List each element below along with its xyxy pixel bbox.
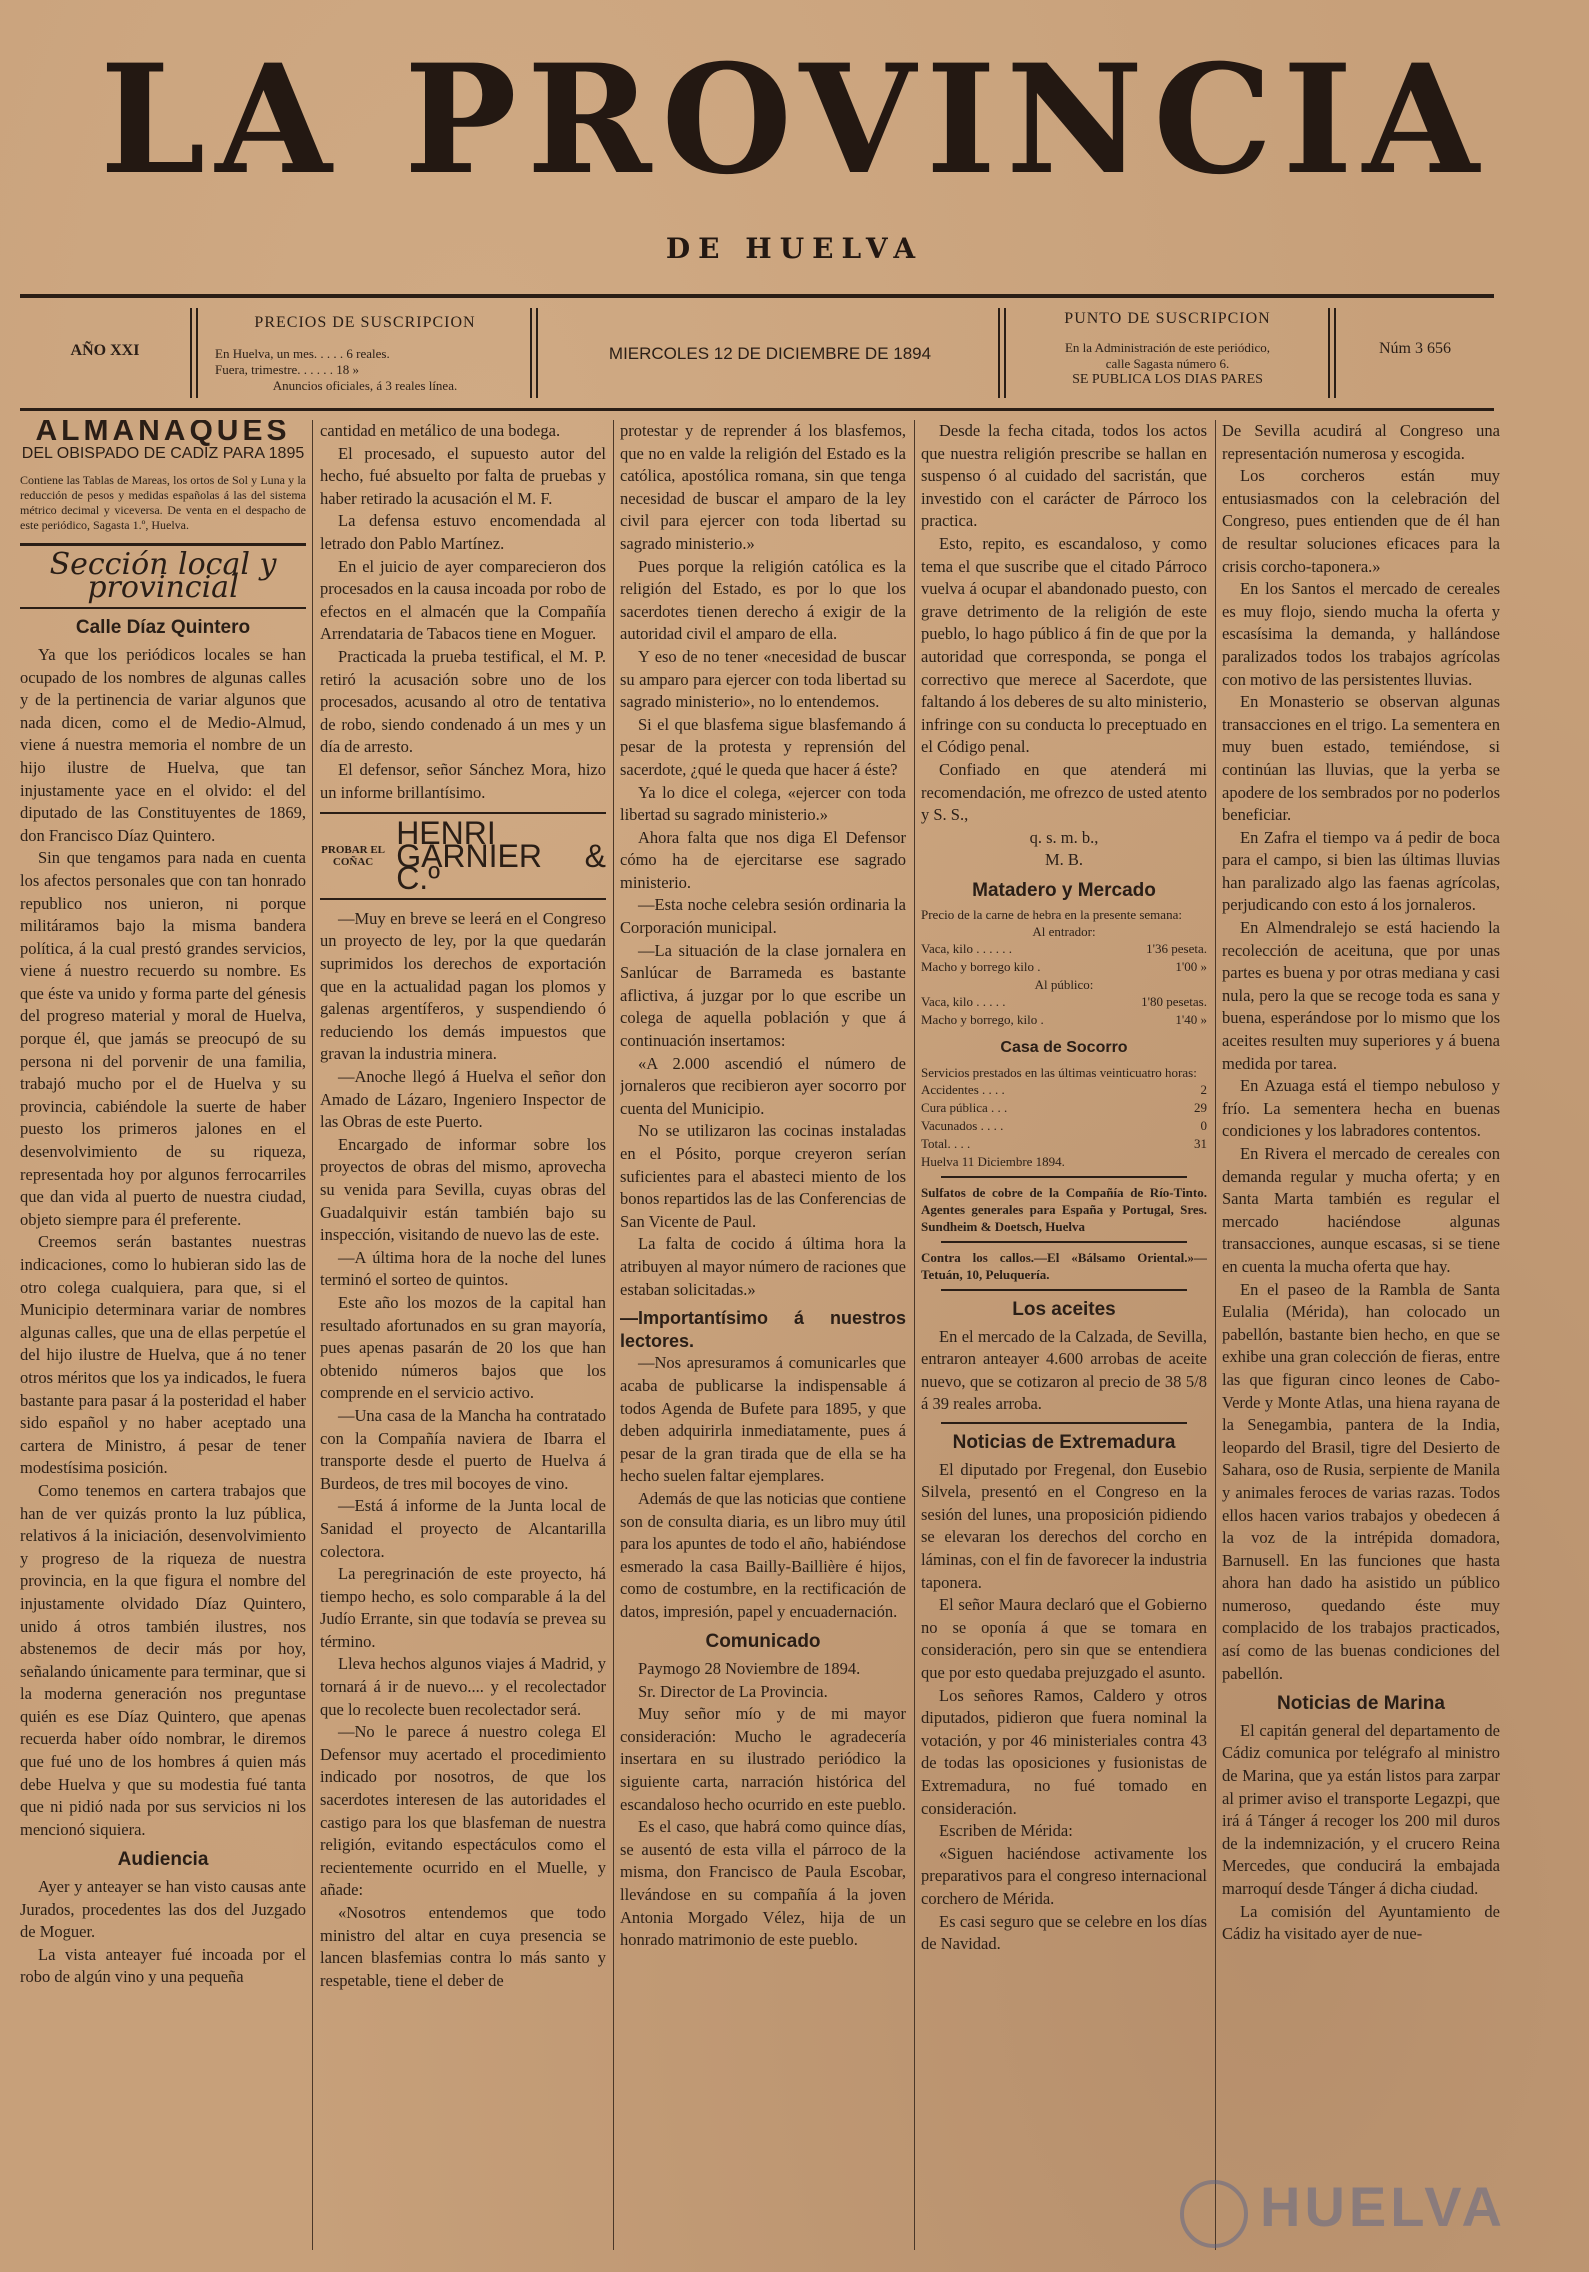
market-row <box>921 993 1207 1011</box>
letter-signature: M. B. <box>1044 850 1084 870</box>
advertisement: Sulfatos de cobre de la Compañía de Río-Tinto. Agentes generales para España y Portugal, Sres. Sundheim & Doetsch, Huelva <box>921 1185 1207 1235</box>
paragraph: En Almendralejo se está haciendo la recolección de aceituna, que por unas partes es buena y por otras mediana y casi nula, pero la que se recoge toda es sana y buena, esperándose por lo mismo que los aceites resulten muy superiores y á buena medida por tarea. <box>1222 918 1500 1073</box>
paragraph: Es casi seguro que se celebre en los días de Navidad. <box>921 1911 1207 1954</box>
year-label: AÑO XXI <box>70 342 140 359</box>
paragraph: El procesado, el supuesto autor del hecho, fué absuelto por falta de pruebas y haber retirado la acusación el M. F. <box>320 443 606 508</box>
subscription-line: En la Administración de este periódico, <box>1064 340 1271 355</box>
header-rule-top <box>20 294 1494 298</box>
paragraph: En Azuaga está el tiempo nebuloso y frío. La sementera hecha en buenas condiciones y los labradores contentos. <box>1222 1076 1500 1141</box>
info-divider <box>998 308 1000 398</box>
issue-date: MIERCOLES 12 DE DICIEMBRE DE 1894 <box>608 344 932 363</box>
paragraph: En el mercado de la Calzada, de Sevilla, entraron anteayer 4.600 arrobas de aceite nuevo, que se cotizaron al precio de 38 5/8 á 39 reales arroba. <box>921 1326 1207 1414</box>
paragraph: De Sevilla acudirá al Congreso una representación numerosa y escogida. <box>1222 421 1500 463</box>
market-row-label: Macho y borrego, kilo . <box>921 1012 1044 1028</box>
paragraph: —No le parece á nuestro colega El Defensor muy acertado el procedimiento indicado por nosotros, de que los sacerdotes interesen de las autoridades el castigo para los que blasfeman de nuestra religión, evitando espectáculos como el recientemente ocurrido en el Muelle, y añade: <box>320 1722 606 1900</box>
prices-box <box>205 302 525 404</box>
market-row-value: 1'36 peseta. <box>1146 941 1207 957</box>
paragraph: El defensor, señor Sánchez Mora, hizo un informe brillantísimo. <box>320 759 606 802</box>
paragraph: Ya que los periódicos locales se han ocupado de los nombres de algunas calles y de la pertinencia de variar algunos que nada dicen, como el de Medio-Almud, viene á nuestra memoria el nombre de un hijo ilustre de Huelva, que tan injustamente yace en el olvido: el del diputado de las Constituyentes de 1869, don Francisco Díaz Quintero. <box>20 644 306 845</box>
paragraph: En Rivera el mercado de cereales con demanda regular y mucha oferta; y en Santa Marta también es regular el mercado haciéndose algunas transacciones, aunque escasas, si se tiene en cuenta la mucha oferta que hay. <box>1222 1144 1500 1276</box>
socorro-date: Huelva 11 Diciembre 1894. <box>921 1154 1065 1170</box>
paragraph: Además de que las noticias que contiene son de consulta diaria, es un libro muy útil para los apuntes de todo el año, habiéndose esmerado la casa Bailly-Baillière é hijos, como de costumbre, en la rectificación de datos, impresión, papel y encuadernación. <box>620 1488 906 1621</box>
paragraph: Sr. Director de La Provincia. <box>638 1681 828 1701</box>
paragraph: Lleva hechos algunos viajes á Madrid, y tornará á ir de nuevo.... y el recolectador que lo recolecte buen recolectador será. <box>320 1654 606 1719</box>
paragraph: Muy señor mío y de mi mayor consideración: Mucho le agradecería insertara en su ilustrado periódico la siguiente carta, narración histórica del escandaloso hecho ocurrido en este pueblo. <box>620 1704 906 1814</box>
market-row-label: Vaca, kilo . . . . . <box>921 994 1006 1010</box>
socorro-total-label: Total. . . . <box>921 1136 971 1152</box>
paragraph: Paymogo 28 Noviembre de 1894. <box>638 1659 861 1679</box>
socorro-row-value: 29 <box>1194 1100 1207 1116</box>
headline: Noticias de Extremadura <box>952 1432 1176 1454</box>
paragraph: No se utilizaron las cocinas instaladas en el Pósito, porque creyeron serían suficientes para el abasteci miento de los bonos repartidos las de las Conferencias de San Vicente de Paul. <box>620 1121 906 1231</box>
prices-line: Fuera, trimestre. . . . . . 18 » <box>215 362 360 377</box>
issue-number: Núm 3 656 <box>1379 340 1451 357</box>
socorro-row-label: Accidentes . . . . <box>921 1082 1005 1098</box>
column-separator <box>914 420 915 2250</box>
paragraph: —Una casa de la Mancha ha contratado con la Compañía naviera de Ibarra el transporte desde el puerto de Huelva á Burdeos, de tres mil bocoyes de vino. <box>320 1405 606 1493</box>
market-subhead: Al entrador: <box>1032 924 1096 940</box>
divider <box>941 1289 1187 1291</box>
info-divider <box>190 308 192 398</box>
paragraph: Y eso de no tener «necesidad de buscar su amparo para ejercer con toda libertad su sagrado ministerio», no lo entendemos. <box>620 646 906 712</box>
paragraph: —Muy en breve se leerá en el Congreso un proyecto de ley, por la que quedarán suprimidos los derechos de exportación que en la actualidad pagan los plomos y galenas argentíferos, y suspendiendo ó reduciendo los demás impuestos que gravan la industria minera. <box>320 908 606 1064</box>
paragraph: La peregrinación de este proyecto, há tiempo hecho, es solo comparable á la del Judío Errante, sin que todavía se prevea su término. <box>320 1564 606 1651</box>
info-divider <box>1328 308 1330 398</box>
paragraph: El capitán general del departamento de Cádiz comunica por telégrafo al ministro de Marina, que ya están listos para zarpar al primer aviso el transporte Legazpi, que irá á Tánger á recoger los 200 mil duros de la indemnización, y el crucero Reina Mercedes, que conducirá la embajada marroquí desde Tánger á dicha ciudad. <box>1222 1720 1500 1898</box>
paragraph: Desde la fecha citada, todos los actos que nuestra religión prescribe se hallan en suspenso ó al cuidado del sacristán, que investido con el carácter de Párroco los practica. <box>921 421 1207 531</box>
headline: Calle Díaz Quintero <box>75 617 251 639</box>
socorro-intro: Servicios prestados en las últimas veinticuatro horas: <box>921 1065 1197 1081</box>
market-row-label: Macho y borrego kilo . <box>921 959 1041 975</box>
prices-title: PRECIOS DE SUSCRIPCION <box>254 314 476 331</box>
almanaques-body: Contiene las Tablas de Mareas, los ortos de Sol y Luna y la reducción de pesos y medidas españolas á las del sistema métrico decimal y viceversa. De venta en el despacho de este periódico, Sagasta 1.º, Huelva. <box>20 473 306 533</box>
subscription-box <box>1010 302 1325 404</box>
archive-watermark <box>1180 2170 1520 2250</box>
paragraph: Ahora falta que nos diga El Defensor cómo ha de ejercitarse ese sagrado ministerio. <box>620 827 906 892</box>
market-intro: Precio de la carne de hebra en la presente semana: <box>921 907 1182 923</box>
info-divider <box>1334 308 1336 398</box>
paragraph: —Anoche llegó á Huelva el señor don Amado de Lázaro, Ingeniero Inspector de las Obras de este Puerto. <box>320 1067 606 1132</box>
paragraph: «Siguen haciéndose activamente los preparativos para el congreso internacional corchero de Mérida. <box>921 1843 1207 1908</box>
prices-line: En Huelva, un mes. . . . . 6 reales. <box>215 346 390 361</box>
column-3 <box>620 420 906 2250</box>
divider <box>941 1422 1187 1424</box>
headline: Matadero y Mercado <box>972 879 1156 901</box>
column-separator <box>312 420 313 2250</box>
market-row <box>921 1011 1207 1029</box>
socorro-row-value: 2 <box>1200 1082 1207 1098</box>
paragraph: Como tenemos en cartera trabajos que han de ver quizás pronto la luz pública, relativos á la iniciación, desenvolvimiento y progreso de la riqueza de nuestra provincia, en la que figura el nombre del injustamente olvidado Díaz Quintero, unido á otros también ilustres, nos abstenemos de decir más por hoy, señalando únicamente para terminar, que si la moderna generación nos preguntase quién es ese Díaz Quintero, que apenas recuerda haber oído nombrar, le diremos que fué uno de los hombres á quien más debe Huelva y que su modestia fué tanta que ni pidió nada por sus servicios ni los mencionó siquiera. <box>20 1480 306 1839</box>
garnier-small-text: PROBAR EL COÑAC <box>321 843 386 868</box>
seal-icon <box>1180 2180 1248 2248</box>
info-divider <box>1004 308 1006 398</box>
paragraph: Ayer y anteayer se han visto causas ante Jurados, procedentes las dos del Juzgado de Moguer. <box>20 1877 306 1942</box>
masthead-subtitle: DE HUELVA <box>665 232 924 265</box>
divider <box>941 1241 1187 1243</box>
socorro-row-label: Cura pública . . . <box>921 1100 1008 1116</box>
paragraph: La defensa estuvo encomendada al letrado don Pablo Martínez. <box>320 511 606 553</box>
prices-line: Anuncios oficiales, á 3 reales línea. <box>272 378 458 393</box>
paragraph: Practicada la prueba testifical, el M. P. retiró la acusación sobre uno de los procesados, acusando al otro de tentativa de robo, siendo condenado á un mes y un día de arresto. <box>320 646 606 757</box>
market-row-value: 1'40 » <box>1175 1012 1207 1028</box>
market-subhead: Al público: <box>1034 977 1094 993</box>
paragraph: En los Santos el mercado de cereales es muy flojo, siendo mucha la oferta y escasísima la demanda, y hallándose paralizados todos los trabajos agrícolas con motivo de las persistentes lluvias. <box>1222 579 1500 689</box>
info-divider <box>196 308 198 398</box>
socorro-row-label: Vacunados . . . . <box>921 1118 1004 1134</box>
column-4 <box>921 420 1207 2250</box>
headline: Los aceites <box>1012 1299 1116 1321</box>
paragraph: —La situación de la clase jornalera en Sanlúcar de Barrameda es bastante aflictiva, á juzgar por lo que escribe un colega de aquella población y que á continuación insertamos: <box>620 940 906 1051</box>
paragraph: En Monasterio se observan algunas transacciones en el trigo. La sementera en muy buen estado, temiéndose, si continúan las lluvias, que la yerba se apodere de los sembrados por no poderlos beneficiar. <box>1222 692 1500 825</box>
paragraph: El señor Maura declaró que el Gobierno no se oponía á que se tomara en consideración, pero sin que se entendiera que por esto quedaba prejuzgado el asunto. <box>921 1595 1207 1682</box>
socorro-row-value: 0 <box>1200 1118 1207 1134</box>
paragraph: Pues porque la religión católica es la religión del Estado, es por lo que los sacerdotes tienen derecho á exigir de la autoridad civil el amparo de ella. <box>620 556 906 644</box>
paragraph: «Nosotros entendemos que todo ministro del altar en cuya presencia se lancen blasfemias contra lo más santo y respetable, tiene el deber de <box>320 1903 606 1990</box>
paragraph: Escriben de Mérida: <box>939 1821 1073 1841</box>
socorro-total-row <box>921 1135 1207 1153</box>
highlight-headline: —Importantísimo á nuestros lectores. <box>620 1308 906 1351</box>
paragraph: cantidad en metálico de una bodega. <box>320 421 561 440</box>
paragraph: En el paseo de la Rambla de Santa Eulalia (Mérida), han colocado un pabellón, bastante bien hecho, en que se exhibe una gran colección de fieras, entre las que figuran cinco leones de Cabo-Verde y Monte Atlas, una hiena rayana de la Senegambia, pantera de la India, leopardo del Brasil, tigre del Desierto de Sahara, oso de Rusia, serpiente de Manila y animales feroces de varias razas. Todos ellos hacen varios trabajos y obedecen á la voz de la intrépida domadora, Barnusell. En las funciones que hasta ahora han dado ha asistido un público numeroso, quedando éste muy complacido de los trabajos practicados, así como de las buenas condiciones del pabellón. <box>1222 1279 1500 1683</box>
column-separator <box>613 420 614 2250</box>
column-separator <box>1215 420 1216 2250</box>
socorro-total-value: 31 <box>1194 1136 1207 1152</box>
market-row <box>921 958 1207 976</box>
paragraph: Los señores Ramos, Caldero y otros diputados, pidieron que fuera nominal la votación, y por 46 ministeriales contra 43 de todas las oposiciones y fusionistas de Extremadura, no fué tomado en consideración. <box>921 1685 1207 1818</box>
market-row-value: 1'00 » <box>1175 959 1207 975</box>
almanaques-subtitle: DEL OBISPADO DE CADIZ PARA 1895 <box>21 444 305 462</box>
paragraph: —A última hora de la noche del lunes terminó el sorteo de quintos. <box>320 1247 606 1290</box>
headline: Audiencia <box>117 1849 209 1871</box>
headline: Casa de Socorro <box>1000 1039 1128 1057</box>
paragraph: «A 2.000 ascendió el número de jornaleros que recibieron ayer socorro por cuenta del Municipio. <box>620 1053 906 1118</box>
paragraph: Este año los mozos de la capital han resultado afortunados en su gran mayoría, pues apenas pasarán de 20 los que han obtenido números bajos que los comprende en el servicio activo. <box>320 1292 606 1403</box>
market-row <box>921 940 1207 958</box>
paragraph: La comisión del Ayuntamiento de Cádiz ha visitado ayer de nue- <box>1222 1901 1500 1944</box>
subscription-line: SE PUBLICA LOS DIAS PARES <box>1072 372 1263 387</box>
column-5 <box>1222 420 1500 2250</box>
paragraph: El diputado por Fregenal, don Eusebio Silvela, presentó en el Congreso en la sesión del lunes, una proposición pidiendo se elevaran los derechos del corcho en láminas, con el fin de favorecer la industria taponera. <box>921 1459 1207 1592</box>
section-title: Sección local y provincial <box>20 543 306 609</box>
paragraph: —Nos apresuramos á comunicarles que acaba de publicarse la indispensable á todos Agenda de Bufete para 1895, y que deben adquirirla inmediatamente, pues á pesar de la gran tirada que de ella se ha hecho suelen faltar ejemplares. <box>620 1353 906 1486</box>
paragraph: En Zafra el tiempo va á pedir de boca para el campo, si bien las últimas lluvias han paralizado algo las faenas agrícolas, perjudicando con esto á los jornaleros. <box>1222 827 1500 915</box>
paragraph: Confiado en que atenderá mi recomendación, me ofrezco de usted atento y S. S., <box>921 759 1207 825</box>
paragraph: Esto, repito, es escandaloso, y como tema el que suscribe que el citado Párroco vuelva á ocupar el abandonado puesto, con grave detrimento de la religión de este pueblo, lo hago público á fin de que por la autoridad que corresponda, se ponga el correctivo que merece al Sacerdote, que faltando á los deberes de su alto ministerio, infringe con su conducta lo preceptuado en el Código penal. <box>921 533 1207 757</box>
column-2 <box>320 420 606 2250</box>
paragraph: La falta de cocido á última hora la atribuyen al mayor número de raciones que estaban solicitadas.» <box>620 1234 906 1299</box>
paragraph: Sin que tengamos para nada en cuenta los afectos personales que con tan honrado republico nos unieron, ni porque militáramos bajo la misma bandera política, á la cual prestó grandes servicios, viene á nuestro recuerdo su nombre. Es que éste va unido y forma parte del génesis del progreso material y moral de Huelva, porque él, que jamás se preocupó de su persona ni del porvenir de una familia, trabajó mucho por el de Huelva y su provincia, cabiéndole la suerte de haber puesto los primeros jalones en el desenvolvimiento de su riqueza, representada hoy por algunos ferrocarriles que dan vida al puerto de nuestra ciudad, objeto siempre para él preferente. <box>20 848 306 1229</box>
almanaques-title: ALMANAQUES <box>35 420 291 447</box>
watermark-text: HUELVA <box>1260 2175 1506 2238</box>
subscription-line: calle Sagasta número 6. <box>1105 356 1230 371</box>
paragraph: protestar y de reprender á los blasfemos, que no en valde la religión del Estado es la católica, apostólica romana, sin que tenga necesidad de buscar el amparo de la ley civil para ejercer con toda libertad su sagrado ministerio.» <box>620 421 906 553</box>
masthead-title: LA PROVINCIA <box>99 32 1490 208</box>
info-divider <box>530 308 532 398</box>
socorro-row <box>921 1117 1207 1135</box>
paragraph: —Está á informe de la Junta local de Sanidad el proyecto de Alcantarilla colectora. <box>320 1496 606 1561</box>
paragraph: —Esta noche celebra sesión ordinaria la Corporación municipal. <box>620 895 906 938</box>
market-row-label: Vaca, kilo . . . . . . <box>921 941 1012 957</box>
headline: Comunicado <box>705 1631 821 1653</box>
info-bar <box>20 302 1494 404</box>
socorro-row <box>921 1081 1207 1099</box>
paragraph: Es el caso, que habrá como quince días, se ausentó de esta villa el párroco de la misma, don Francisco de Paula Escobar, llevándose en su compañía á la joven Antonia Morgado Vélez, hija de un honrado matrimonio de este pueblo. <box>620 1817 906 1950</box>
socorro-row <box>921 1099 1207 1117</box>
paragraph: Creemos serán bastantes nuestras indicaciones, como lo hubieran sido las de otro colega cualquiera, para que, si el Municipio determinara variar de nombres algunas calles, que una de ellas perpetúe el del hijo ilustre de Huelva, que á no tener otros méritos que los ya indicados, le fuera bastante para pasar á la posteridad el haber sido español y no haber aceptado una cartera de Ministro, á pesar de tener modestísima posición. <box>20 1232 306 1478</box>
paragraph: Los corcheros están muy entusiasmados con la celebración del Congreso, pues entienden que de él han de resultar soluciones eficaces para la crisis corcho-taponera.» <box>1222 466 1500 576</box>
info-divider <box>536 308 538 398</box>
subscription-title: PUNTO DE SUSCRIPCION <box>1064 310 1271 327</box>
paragraph: Ya lo dice el colega, «ejercer con toda libertad su sagrado ministerio.» <box>620 782 906 825</box>
column-1 <box>20 420 306 2250</box>
paragraph: En el juicio de ayer comparecieron dos procesados en la causa incoada por robo de efectos en el almacén que la Compañía Arrendataria de Tabacos tiene en Moguer. <box>320 556 606 644</box>
paragraph: Encargado de informar sobre los proyectos de obras del mismo, aprovecha su venida para Sevilla, cuyas obras del Guadalquivir están también bajo su inspección, visitando de nuevo las de este. <box>320 1134 606 1245</box>
paragraph: Si el que blasfema sigue blasfemando á pesar de la protesta y reprensión del sacerdote, ¿qué le queda que hacer á éste? <box>620 714 906 779</box>
garnier-brand: HENRI GARNIER & C.º <box>396 815 606 897</box>
market-row-value: 1'80 pesetas. <box>1141 994 1207 1010</box>
divider <box>941 1176 1187 1178</box>
letter-closing: q. s. m. b., <box>1029 827 1099 847</box>
paragraph: La vista anteayer fué incoada por el robo de algún vino y una pequeña <box>20 1944 306 1987</box>
garnier-advertisement <box>320 812 606 900</box>
headline: Noticias de Marina <box>1277 1693 1445 1715</box>
advertisement: Contra los callos.—El «Bálsamo Oriental.»—Tetuán, 10, Peluquería. <box>921 1250 1207 1283</box>
